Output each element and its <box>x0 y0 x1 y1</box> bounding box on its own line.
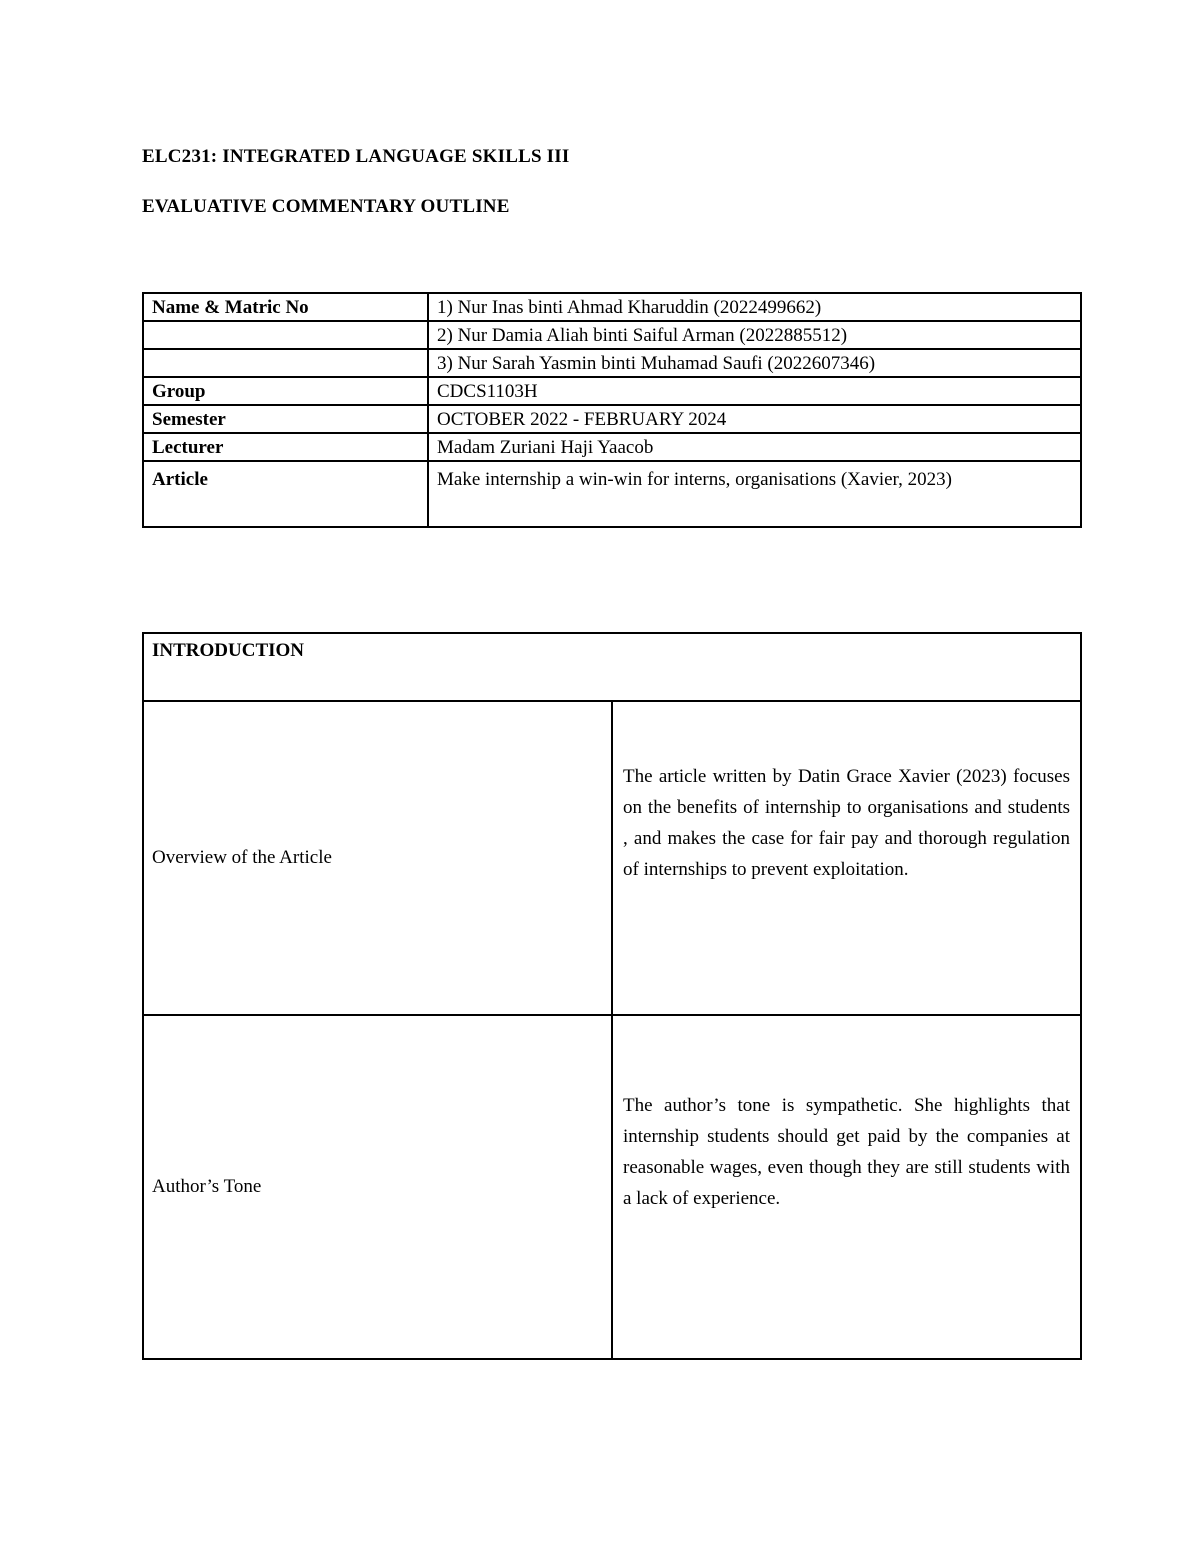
table-row <box>143 321 1081 349</box>
lecturer-value: Madam Zuriani Haji Yaacob <box>428 433 1081 461</box>
overview-label: Overview of the Article <box>152 847 332 868</box>
overview-text: The article written by Datin Grace Xavier (2023) focuses on the benefits of internship to organisations and students , and makes the case for fair pay and thorough regulation of internships to prevent exploitation. <box>623 766 1070 880</box>
outline-title: EVALUATIVE COMMENTARY OUTLINE <box>142 196 510 217</box>
student-info-table <box>142 292 1082 528</box>
table-row <box>143 349 1081 377</box>
group-label: Group <box>143 377 428 405</box>
tone-label: Author’s Tone <box>152 1176 262 1197</box>
overview-label-cell <box>143 701 612 1015</box>
member-2: 2) Nur Damia Aliah binti Saiful Arman (2022885512) <box>428 321 1081 349</box>
introduction-table <box>142 632 1082 1360</box>
table-row <box>143 293 1081 321</box>
table-row <box>143 1015 1081 1359</box>
table-row <box>143 633 1081 701</box>
semester-value: OCTOBER 2022 - FEBRUARY 2024 <box>428 405 1081 433</box>
empty-label-cell <box>143 321 428 349</box>
table-row <box>143 433 1081 461</box>
table-row <box>143 405 1081 433</box>
introduction-heading: INTRODUCTION <box>143 633 1081 701</box>
table-row <box>143 701 1081 1015</box>
article-value: Make internship a win-win for interns, organisations (Xavier, 2023) <box>428 461 1081 527</box>
table-row <box>143 377 1081 405</box>
member-1: 1) Nur Inas binti Ahmad Kharuddin (2022499662) <box>428 293 1081 321</box>
tone-text: The author’s tone is sympathetic. She highlights that internship students should get paid by the companies at reasonable wages, even though they are still students with a lack of experience. <box>623 1095 1070 1209</box>
overview-text-cell <box>612 701 1081 1015</box>
article-label: Article <box>143 461 428 527</box>
empty-label-cell <box>143 349 428 377</box>
tone-text-cell <box>612 1015 1081 1359</box>
table-row <box>143 461 1081 527</box>
course-title: ELC231: INTEGRATED LANGUAGE SKILLS III <box>142 146 570 167</box>
member-3: 3) Nur Sarah Yasmin binti Muhamad Saufi (2022607346) <box>428 349 1081 377</box>
tone-label-cell <box>143 1015 612 1359</box>
group-value: CDCS1103H <box>428 377 1081 405</box>
semester-label: Semester <box>143 405 428 433</box>
lecturer-label: Lecturer <box>143 433 428 461</box>
name-matric-label: Name & Matric No <box>143 293 428 321</box>
